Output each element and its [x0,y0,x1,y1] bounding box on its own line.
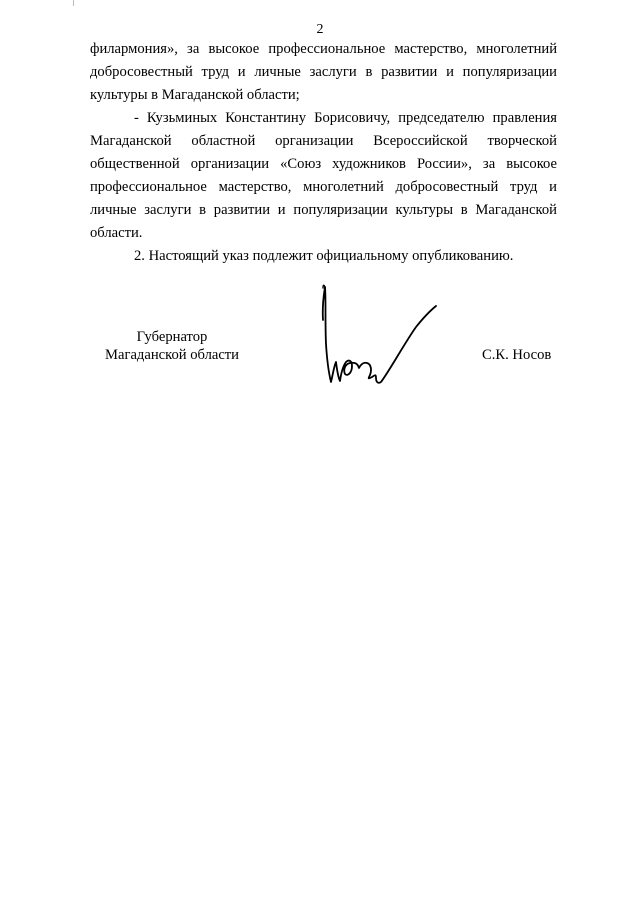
governor-title-line2: Магаданской области [105,347,239,363]
paragraph-award-kuzminykh: - Кузьминых Константину Борисовичу, председателю правления Магаданской областной организации Всероссийской творческой общественной организации «Союз художников России», за высокое профессиональное мастерство, многолетний добросовестный труд и личные заслуги в развитии и популяризации культуры в Магаданской области. [90,110,557,241]
governor-title-line1: Губернатор [136,329,208,345]
paragraph-continuation: филармония», за высокое профессиональное мастерство, многолетний добросовестный труд и личные заслуги в развитии и популяризации культуры в Магаданской области; [90,41,557,103]
signer-name: С.К. Носов [482,347,552,363]
paragraph-publication-clause: 2. Настоящий указ подлежит официальному опубликованию. [134,248,514,264]
governor-title [92,328,252,364]
page-number: 2 [316,22,324,37]
handwritten-signature [312,282,442,387]
